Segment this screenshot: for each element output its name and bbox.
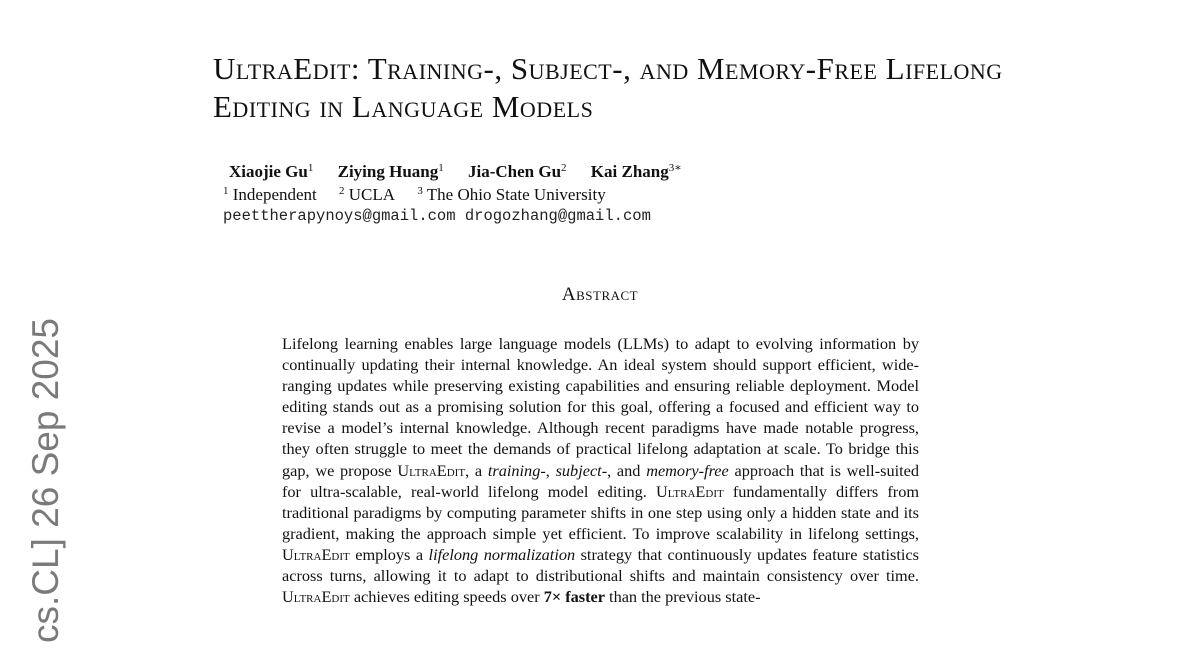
author-emails: peettherapynoys@gmail.com drogozhang@gmail.com	[223, 207, 651, 225]
author: Xiaojie Gu$^1$	[229, 162, 314, 181]
paper-title: UltraEdit: Training-, Subject-, and Memory-Free Lifelong Editing in Language Models	[213, 51, 1003, 124]
arxiv-side-stamp: cs.CL] 26 Sep 2025	[25, 318, 66, 643]
author: Ziying Huang$^1$	[337, 162, 444, 181]
author: Kai Zhang$^{3∗}$	[590, 162, 682, 181]
affiliation-list	[223, 185, 624, 205]
abstract-heading: Abstract	[561, 284, 639, 305]
author-list	[229, 161, 702, 182]
method-name: UltraEdit	[655, 481, 724, 501]
affiliation: $^3$ The Ohio State University	[417, 185, 606, 204]
abstract-body: Lifelong learning enables large language models (LLMs) to adapt to evolving information by continually updating their internal knowledge. An ideal system should support efficient, wide-ranging updates while preserving existing capabilities and ensuring reliable deployment. Model editing stands out as a promising solution for this goal, offering a focused and efficient way to revise a model’s internal knowledge. Although recent paradigms have made notable progress, they often struggle to meet the demands of practical lifelong adaptation at scale. To bridge this gap, we propose UltraEdit, a training-, subject-, and memory-free approach that is well-suited for ultra-scalable, real-world lifelong model editing. UltraEdit fundamentally differs from traditional paradigms by computing parameter shifts in one step using only a hidden state and its gradient, making the approach simple yet efficient. To improve scalability in lifelong settings, UltraEdit employs a lifelong normalization strategy that continuously updates feature statistics across turns, allowing it to adapt to distributional shifts and maintain consistency over time. UltraEdit achieves editing speeds over 7× faster than the previous state-	[282, 334, 920, 607]
affiliation: $^2$ UCLA	[339, 185, 396, 204]
affiliation: $^1$ Independent	[223, 185, 317, 204]
method-name: UltraEdit	[397, 460, 466, 480]
method-name: UltraEdit	[282, 544, 350, 564]
author: Jia-Chen Gu$^2$	[467, 162, 567, 181]
method-name: UltraEdit	[282, 587, 350, 607]
